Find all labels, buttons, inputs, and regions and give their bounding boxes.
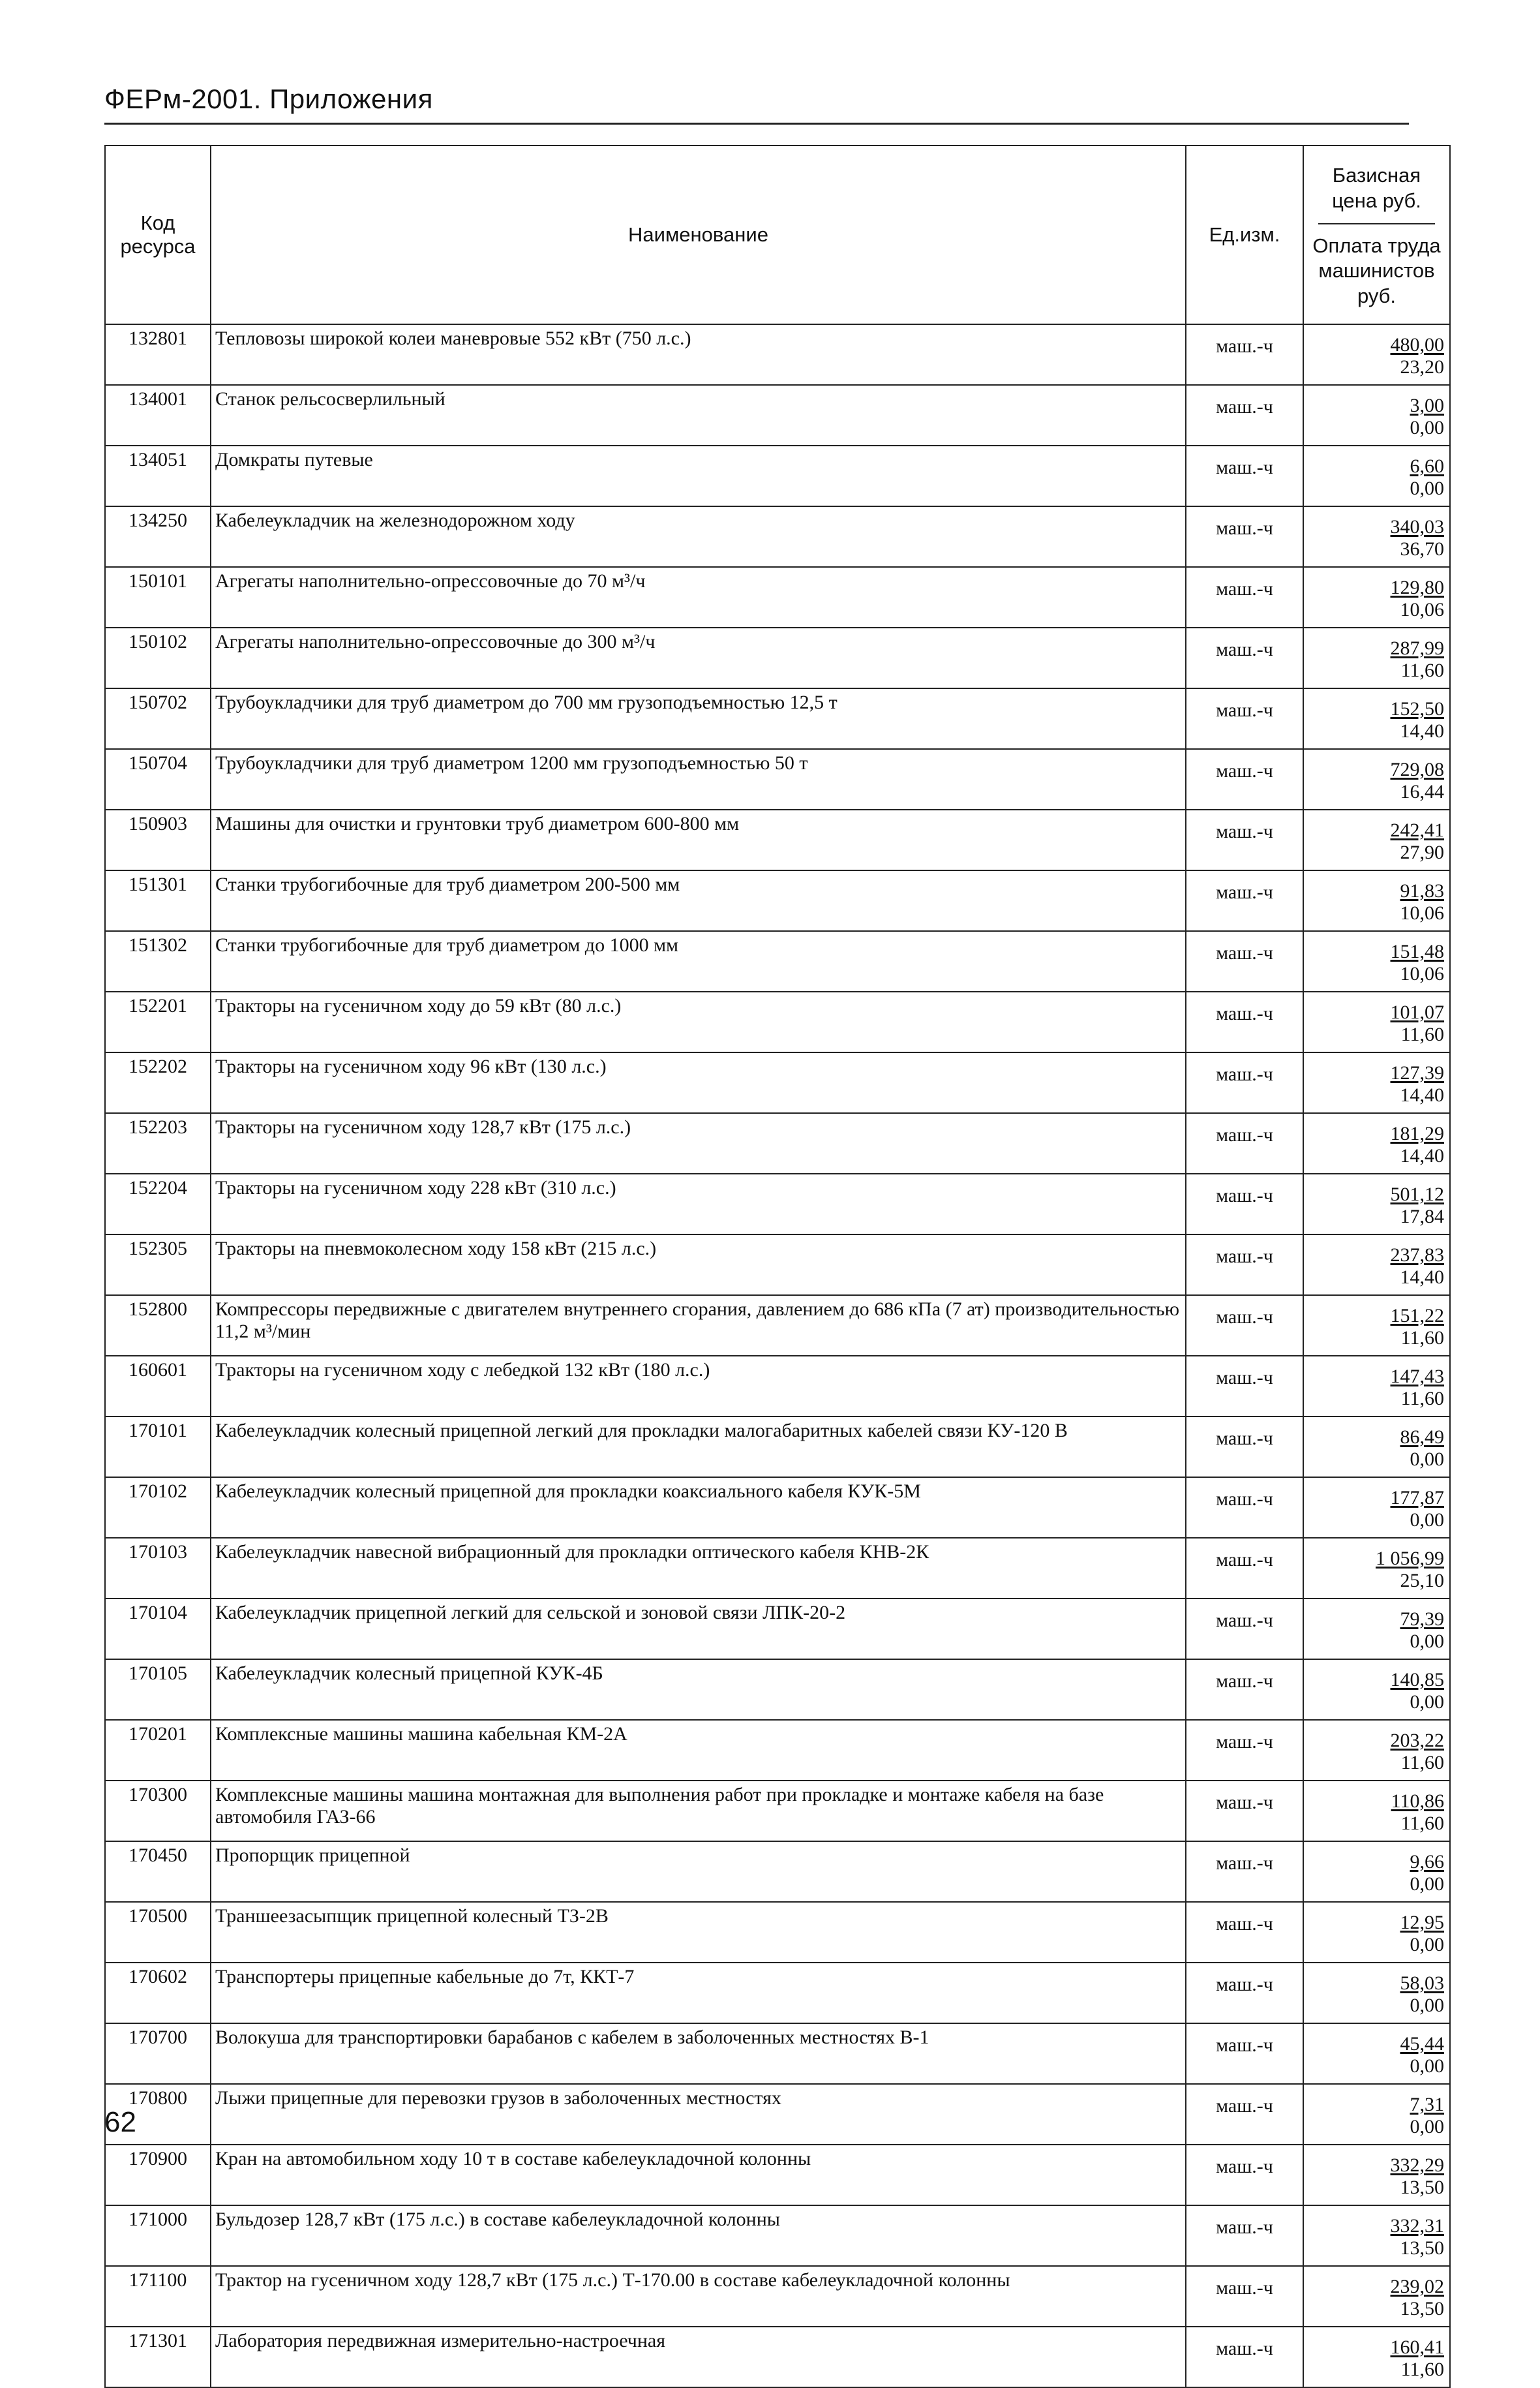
resource-name: Тракторы на гусеничном ходу 128,7 кВт (175 л.с.) [211, 1113, 1186, 1174]
resource-code: 170103 [105, 1538, 211, 1599]
table-row [105, 1841, 1450, 1902]
resource-unit: маш.-ч [1186, 1234, 1303, 1295]
resource-price [1303, 1113, 1450, 1174]
resource-price [1303, 749, 1450, 810]
base-price: 340,03 [1390, 516, 1444, 538]
table-row [105, 1659, 1450, 1720]
labor-price: 0,00 [1410, 1691, 1444, 1713]
resource-unit: маш.-ч [1186, 1599, 1303, 1659]
labor-price: 14,40 [1400, 1084, 1444, 1106]
table-row [105, 1720, 1450, 1781]
resource-code: 150704 [105, 749, 211, 810]
resource-unit: маш.-ч [1186, 810, 1303, 870]
table-row [105, 628, 1450, 688]
labor-price: 13,50 [1400, 2298, 1444, 2319]
resource-unit: маш.-ч [1186, 1052, 1303, 1113]
resource-price [1303, 810, 1450, 870]
resource-price [1303, 1599, 1450, 1659]
resource-price [1303, 1781, 1450, 1841]
resource-code: 170450 [105, 1841, 211, 1902]
resource-name: Лыжи прицепные для перевозки грузов в заболоченных местностях [211, 2084, 1186, 2145]
resource-name: Кабелеукладчик колесный прицепной КУК-4Б [211, 1659, 1186, 1720]
resource-code: 150702 [105, 688, 211, 749]
labor-price: 0,00 [1410, 1448, 1444, 1470]
resource-code: 152204 [105, 1174, 211, 1234]
labor-price: 0,00 [1410, 2055, 1444, 2077]
resource-code: 171100 [105, 2266, 211, 2327]
resource-code: 132801 [105, 324, 211, 385]
base-price: 242,41 [1390, 819, 1444, 841]
table-row [105, 567, 1450, 628]
table-row [105, 1538, 1450, 1599]
resource-price [1303, 2145, 1450, 2205]
resource-code: 134051 [105, 446, 211, 506]
resource-price [1303, 446, 1450, 506]
base-price: 480,00 [1390, 334, 1444, 356]
resource-name: Домкраты путевые [211, 446, 1186, 506]
resource-name: Кран на автомобильном ходу 10 т в составе кабелеукладочной колонны [211, 2145, 1186, 2205]
resource-code: 170101 [105, 1416, 211, 1477]
base-price: 287,99 [1390, 637, 1444, 659]
base-price: 151,22 [1390, 1305, 1444, 1326]
table-row [105, 749, 1450, 810]
resource-unit: маш.-ч [1186, 1902, 1303, 1963]
base-price: 203,22 [1390, 1730, 1444, 1751]
resource-unit: маш.-ч [1186, 2327, 1303, 2387]
labor-price: 11,60 [1400, 660, 1444, 681]
table-row [105, 1234, 1450, 1295]
resource-code: 170201 [105, 1720, 211, 1781]
resource-name: Тепловозы широкой колеи маневровые 552 кВт (750 л.с.) [211, 324, 1186, 385]
resource-name: Тракторы на гусеничном ходу 96 кВт (130 л.с.) [211, 1052, 1186, 1113]
table-row [105, 992, 1450, 1052]
resource-price [1303, 931, 1450, 992]
resource-price [1303, 1538, 1450, 1599]
resource-unit: маш.-ч [1186, 324, 1303, 385]
resource-price [1303, 2266, 1450, 2327]
resource-name: Трубоукладчики для труб диаметром 1200 мм грузоподъемностью 50 т [211, 749, 1186, 810]
resource-code: 160601 [105, 1356, 211, 1416]
resource-price [1303, 1659, 1450, 1720]
page-number: 62 [104, 2106, 136, 2138]
resource-price [1303, 688, 1450, 749]
resource-name: Тракторы на гусеничном ходу с лебедкой 132 кВт (180 л.с.) [211, 1356, 1186, 1416]
resource-price [1303, 992, 1450, 1052]
resource-price [1303, 1477, 1450, 1538]
table-row [105, 385, 1450, 446]
resource-unit: маш.-ч [1186, 1538, 1303, 1599]
resource-price [1303, 1295, 1450, 1356]
table-header-row [105, 145, 1450, 324]
resource-code: 170900 [105, 2145, 211, 2205]
labor-price: 0,00 [1410, 1630, 1444, 1652]
table-row [105, 1295, 1450, 1356]
resource-code: 152305 [105, 1234, 211, 1295]
col-header-unit: Ед.изм. [1186, 145, 1303, 324]
table-row [105, 870, 1450, 931]
resource-price [1303, 1841, 1450, 1902]
table-row [105, 1902, 1450, 1963]
resource-code: 151301 [105, 870, 211, 931]
resource-code: 171000 [105, 2205, 211, 2266]
resource-unit: маш.-ч [1186, 1356, 1303, 1416]
resource-name: Станки трубогибочные для труб диаметром до 1000 мм [211, 931, 1186, 992]
resource-price [1303, 2205, 1450, 2266]
resource-unit: маш.-ч [1186, 385, 1303, 446]
resource-unit: маш.-ч [1186, 567, 1303, 628]
resource-code: 134250 [105, 506, 211, 567]
resource-name: Бульдозер 128,7 кВт (175 л.с.) в составе кабелеукладочной колонны [211, 2205, 1186, 2266]
resource-unit: маш.-ч [1186, 2084, 1303, 2145]
base-price: 239,02 [1390, 2276, 1444, 2297]
resource-unit: маш.-ч [1186, 1174, 1303, 1234]
resource-name: Лаборатория передвижная измерительно-настроечная [211, 2327, 1186, 2387]
table-row [105, 1781, 1450, 1841]
resource-name: Волокуша для транспортировки барабанов с кабелем в заболоченных местностях В-1 [211, 2023, 1186, 2084]
resource-name: Машины для очистки и грунтовки труб диаметром 600-800 мм [211, 810, 1186, 870]
labor-price: 11,60 [1400, 1327, 1444, 1349]
base-price: 501,12 [1390, 1184, 1444, 1205]
resource-name: Кабелеукладчик навесной вибрационный для прокладки оптического кабеля КНВ-2К [211, 1538, 1186, 1599]
resource-name: Кабелеукладчик колесный прицепной легкий для прокладки малогабаритных кабелей связи КУ-120 В [211, 1416, 1186, 1477]
col-header-price [1303, 145, 1450, 324]
resource-price [1303, 870, 1450, 931]
labor-price: 10,06 [1400, 902, 1444, 924]
base-price: 110,86 [1391, 1790, 1444, 1812]
table-row [105, 2205, 1450, 2266]
labor-price: 11,60 [1400, 1813, 1444, 1834]
resource-unit: маш.-ч [1186, 1477, 1303, 1538]
resource-unit: маш.-ч [1186, 1720, 1303, 1781]
table-row [105, 2084, 1450, 2145]
base-price: 45,44 [1400, 2033, 1444, 2055]
resource-price [1303, 1174, 1450, 1234]
resource-name: Станок рельсосверлильный [211, 385, 1186, 446]
base-price: 79,39 [1400, 1608, 1444, 1630]
base-price: 101,07 [1390, 1002, 1444, 1023]
base-price: 729,08 [1390, 759, 1444, 780]
labor-price: 11,60 [1400, 1024, 1444, 1045]
base-price: 58,03 [1400, 1972, 1444, 1994]
table-row [105, 688, 1450, 749]
labor-price: 0,00 [1410, 1934, 1444, 1955]
resource-unit: маш.-ч [1186, 1659, 1303, 1720]
base-price: 86,49 [1400, 1426, 1444, 1448]
base-price: 177,87 [1390, 1487, 1444, 1508]
resource-code: 170800 [105, 2084, 211, 2145]
resource-name: Трубоукладчики для труб диаметром до 700 мм грузоподъемностью 12,5 т [211, 688, 1186, 749]
base-price: 6,60 [1410, 455, 1444, 477]
resource-unit: маш.-ч [1186, 1841, 1303, 1902]
labor-price: 16,44 [1400, 781, 1444, 803]
table-row [105, 446, 1450, 506]
base-price: 332,29 [1390, 2154, 1444, 2176]
labor-price: 17,84 [1400, 1206, 1444, 1227]
resource-price [1303, 1963, 1450, 2023]
table-row [105, 506, 1450, 567]
resource-price [1303, 567, 1450, 628]
base-price: 9,66 [1410, 1851, 1444, 1873]
resource-price [1303, 385, 1450, 446]
table-row [105, 324, 1450, 385]
base-price: 12,95 [1400, 1912, 1444, 1933]
resource-price [1303, 1234, 1450, 1295]
resource-unit: маш.-ч [1186, 2266, 1303, 2327]
labor-price: 0,00 [1410, 1995, 1444, 2016]
labor-price: 25,10 [1400, 1570, 1444, 1591]
col-header-price-base: Базисная цена руб. [1332, 164, 1421, 212]
resource-code: 170102 [105, 1477, 211, 1538]
resource-code: 151302 [105, 931, 211, 992]
resource-price [1303, 628, 1450, 688]
resource-unit: маш.-ч [1186, 1295, 1303, 1356]
labor-price: 10,06 [1400, 599, 1444, 620]
table-row [105, 1052, 1450, 1113]
base-price: 181,29 [1390, 1123, 1444, 1144]
base-price: 140,85 [1390, 1669, 1444, 1691]
resource-name: Пропорщик прицепной [211, 1841, 1186, 1902]
resource-unit: маш.-ч [1186, 931, 1303, 992]
resource-table [104, 145, 1451, 2388]
resource-unit: маш.-ч [1186, 1416, 1303, 1477]
table-row [105, 1963, 1450, 2023]
resource-unit: маш.-ч [1186, 1113, 1303, 1174]
resource-unit: маш.-ч [1186, 2145, 1303, 2205]
labor-price: 11,60 [1400, 2359, 1444, 2380]
labor-price: 0,00 [1410, 417, 1444, 438]
resource-unit: маш.-ч [1186, 1781, 1303, 1841]
resource-name: Компрессоры передвижные с двигателем внутреннего сгорания, давлением до 686 кПа (7 ат) производительностью 11,2 м³/мин [211, 1295, 1186, 1356]
table-row [105, 2023, 1450, 2084]
labor-price: 27,90 [1400, 842, 1444, 863]
base-price: 151,48 [1390, 941, 1444, 962]
resource-name: Траншеезасыпщик прицепной колесный ТЗ-2В [211, 1902, 1186, 1963]
labor-price: 23,20 [1400, 356, 1444, 378]
resource-price [1303, 1720, 1450, 1781]
table-row [105, 2327, 1450, 2387]
labor-price: 0,00 [1410, 1873, 1444, 1895]
base-price: 1 056,99 [1376, 1548, 1444, 1569]
resource-code: 152203 [105, 1113, 211, 1174]
labor-price: 11,60 [1400, 1388, 1444, 1409]
labor-price: 14,40 [1400, 720, 1444, 742]
table-row [105, 2145, 1450, 2205]
resource-name: Кабелеукладчик на железнодорожном ходу [211, 506, 1186, 567]
resource-unit: маш.-ч [1186, 628, 1303, 688]
resource-code: 150101 [105, 567, 211, 628]
labor-price: 10,06 [1400, 963, 1444, 985]
labor-price: 14,40 [1400, 1145, 1444, 1167]
resource-code: 170602 [105, 1963, 211, 2023]
table-row [105, 1416, 1450, 1477]
resource-unit: маш.-ч [1186, 749, 1303, 810]
page-header: ФЕРм-2001. Приложения [104, 84, 433, 114]
resource-name: Станки трубогибочные для труб диаметром 200-500 мм [211, 870, 1186, 931]
resource-unit: маш.-ч [1186, 1963, 1303, 2023]
resource-code: 152202 [105, 1052, 211, 1113]
resource-price [1303, 2084, 1450, 2145]
labor-price: 13,50 [1400, 2237, 1444, 2259]
base-price: 91,83 [1400, 880, 1444, 902]
resource-unit: маш.-ч [1186, 446, 1303, 506]
resource-price [1303, 1052, 1450, 1113]
header-rule [104, 123, 1409, 125]
base-price: 3,00 [1410, 395, 1444, 416]
resource-unit: маш.-ч [1186, 2023, 1303, 2084]
table-row [105, 1477, 1450, 1538]
resource-code: 170700 [105, 2023, 211, 2084]
table-row [105, 2266, 1450, 2327]
resource-code: 152201 [105, 992, 211, 1052]
table-row [105, 931, 1450, 992]
col-header-code: Код ресурса [105, 145, 211, 324]
table-row [105, 1113, 1450, 1174]
resource-unit: маш.-ч [1186, 870, 1303, 931]
table-row [105, 1174, 1450, 1234]
resource-code: 170500 [105, 1902, 211, 1963]
labor-price: 0,00 [1410, 478, 1444, 499]
base-price: 129,80 [1390, 577, 1444, 598]
resource-unit: маш.-ч [1186, 506, 1303, 567]
resource-name: Комплексные машины машина кабельная КМ-2А [211, 1720, 1186, 1781]
resource-code: 150903 [105, 810, 211, 870]
resource-price [1303, 2327, 1450, 2387]
resource-name: Трактор на гусеничном ходу 128,7 кВт (175 л.с.) Т-170.00 в составе кабелеукладочной колонны [211, 2266, 1186, 2327]
base-price: 7,31 [1410, 2094, 1444, 2115]
resource-name: Агрегаты наполнительно-опрессовочные до 70 м³/ч [211, 567, 1186, 628]
resource-price [1303, 1416, 1450, 1477]
table-row [105, 810, 1450, 870]
resource-code: 170104 [105, 1599, 211, 1659]
col-header-name: Наименование [211, 145, 1186, 324]
labor-price: 0,00 [1410, 2116, 1444, 2137]
base-price: 332,31 [1390, 2215, 1444, 2237]
resource-name: Кабелеукладчик колесный прицепной для прокладки коаксиального кабеля КУК-5М [211, 1477, 1186, 1538]
resource-name: Тракторы на пневмоколесном ходу 158 кВт (215 л.с.) [211, 1234, 1186, 1295]
resource-name: Тракторы на гусеничном ходу 228 кВт (310 л.с.) [211, 1174, 1186, 1234]
labor-price: 13,50 [1400, 2177, 1444, 2198]
base-price: 147,43 [1390, 1366, 1444, 1387]
base-price: 160,41 [1390, 2336, 1444, 2358]
resource-price [1303, 506, 1450, 567]
resource-name: Агрегаты наполнительно-опрессовочные до 300 м³/ч [211, 628, 1186, 688]
base-price: 152,50 [1390, 698, 1444, 720]
resource-price [1303, 2023, 1450, 2084]
labor-price: 0,00 [1410, 1509, 1444, 1531]
table-row [105, 1599, 1450, 1659]
resource-name: Тракторы на гусеничном ходу до 59 кВт (80 л.с.) [211, 992, 1186, 1052]
resource-code: 134001 [105, 385, 211, 446]
base-price: 127,39 [1390, 1062, 1444, 1084]
col-header-price-labor: Оплата труда машинистов руб. [1312, 234, 1441, 308]
base-price: 237,83 [1390, 1244, 1444, 1266]
resource-price [1303, 324, 1450, 385]
resource-code: 171301 [105, 2327, 211, 2387]
table-row [105, 1356, 1450, 1416]
resource-name: Кабелеукладчик прицепной легкий для сельской и зоновой связи ЛПК-20-2 [211, 1599, 1186, 1659]
resource-code: 170105 [105, 1659, 211, 1720]
resource-price [1303, 1356, 1450, 1416]
resource-code: 150102 [105, 628, 211, 688]
resource-unit: маш.-ч [1186, 2205, 1303, 2266]
labor-price: 11,60 [1400, 1752, 1444, 1773]
resource-unit: маш.-ч [1186, 688, 1303, 749]
resource-name: Транспортеры прицепные кабельные до 7т, ККТ-7 [211, 1963, 1186, 2023]
labor-price: 36,70 [1400, 538, 1444, 560]
resource-unit: маш.-ч [1186, 992, 1303, 1052]
resource-name: Комплексные машины машина монтажная для выполнения работ при прокладке и монтаже кабеля на базе автомобиля ГАЗ-66 [211, 1781, 1186, 1841]
resource-code: 152800 [105, 1295, 211, 1356]
labor-price: 14,40 [1400, 1266, 1444, 1288]
resource-price [1303, 1902, 1450, 1963]
resource-code: 170300 [105, 1781, 211, 1841]
